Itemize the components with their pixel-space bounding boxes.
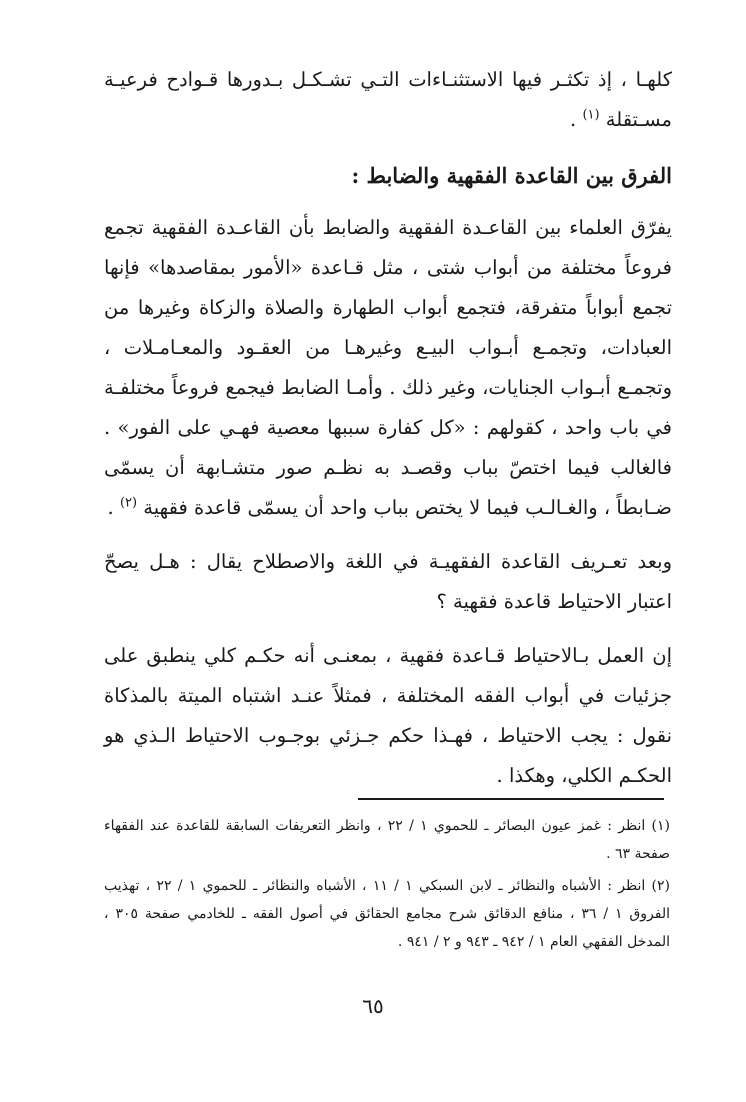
paragraph-4: إن العمل بـالاحتياط قـاعدة فقهية ، بمعنـى أنه حكـم كلي ينطبق على جزئيات في أبواب الفقه المختلفة ، فمثلاً عنـد اشتباه الميتة بالمذكاة نقول : يجب الاحتياط ، فهـذا حكم جـزئي بوجـوب الاحتياط الـذي هو الحكـم الكلي، وهكذا .	[104, 644, 672, 787]
page-number: ٦٥	[362, 994, 384, 1018]
paragraph-1-text: كلهـا ، إذ تكثـر فيها الاستثنـاءات التـي تشـكـل بـدورها قـوادح فرعيـة مسـتقلة	[104, 68, 672, 131]
footnote-ref-2[interactable]: (٢)	[119, 495, 138, 511]
paragraph-1-period: .	[570, 108, 577, 131]
paragraph-2	[104, 208, 672, 528]
footnote-ref-1[interactable]: (١)	[582, 107, 600, 123]
section-heading: الفرق بين القاعدة الفقهية والضابط :	[351, 163, 672, 188]
paragraph-2-text: يفرّق العلماء بين القاعـدة الفقهية والضابط بأن القاعـدة الفقهية تجمع فروعاً مختلفة من أبواب شتى ، مثل قـاعدة «الأمور بمقاصدها» فإنها تجمع أبواباً متفرقة، فتجمع أبواب الطهارة والصلاة والزكاة وغيرها من العبادات، وتجمـع أبـواب البيـع وغيرهـا من العقـود والمعـامـلات ، وتجمـع أبـواب الجنايات، وغير ذلك . وأمـا الضابط فيجمع فروعاً مختلفـة في باب واحد ، كقولهم : «كل كفارة سببها معصية فهـي على الفور» . فالغالب فيما اختصّ بباب وقصـد به نظـم صور متشـابهة أن يسمّى ضـابطاً ، والغـالـب فيما لا يختص بباب واحد أن يسمّى قاعدة فقهية	[104, 216, 672, 519]
footnote-1: (١) انظر : غمز عيون البصائر ـ للحموي ١ / ٢٢ ، وانظر التعريفات السابقة للقاعدة عند الفقهاء صفحة ٦٣ .	[104, 818, 670, 862]
page-body	[104, 60, 672, 796]
footnote-2: (٢) انظر : الأشباه والنظائر ـ لابن السبكي ١ / ١١ ، الأشباه والنظائر ـ للحموي ١ / ٢٢ ، تهذيب الفروق ١ / ٣٦ ، منافع الدقائق شرح مجامع الحقائق في أصول الفقه ـ للخادمي صفحة ٣٠٥ ، المدخل الفقهي العام ١ / ٩٤٢ ـ ٩٤٣ و ٢ / ٩٤١ .	[104, 878, 671, 950]
paragraph-3: وبعد تعـريف القاعدة الفقهيـة في اللغة والاصطلاح يقال : هـل يصحّ اعتبار الاحتياط قاعدة فقهية ؟	[104, 550, 672, 613]
footnote-divider	[358, 798, 664, 800]
footnotes	[104, 812, 670, 960]
paragraph-2-period: .	[107, 496, 114, 519]
paragraph-1	[104, 60, 672, 140]
